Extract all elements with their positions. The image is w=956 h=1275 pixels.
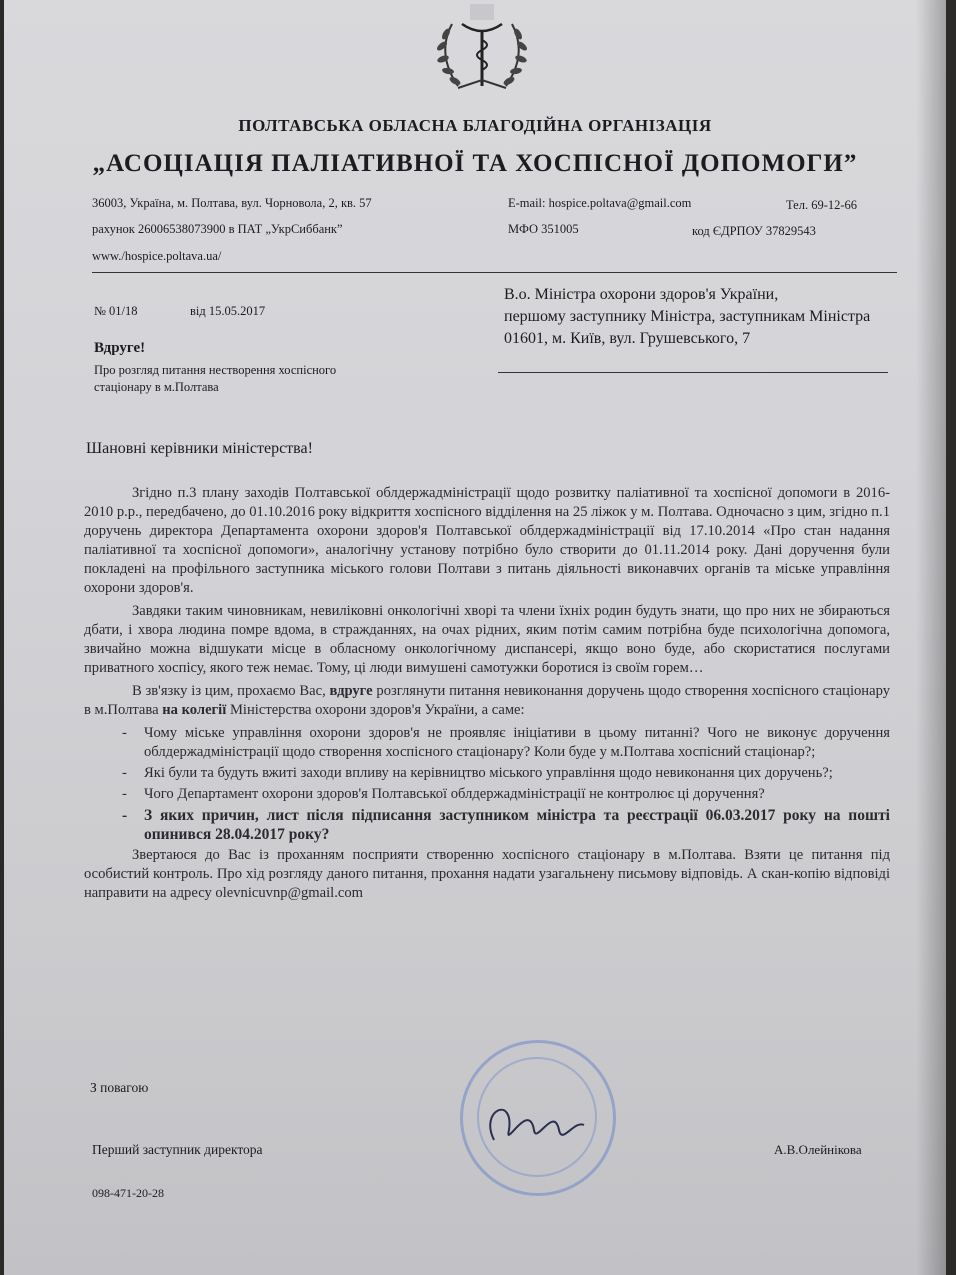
- list-item: - Чому міське управління охорони здоров'я не проявляє ініціативи в цьому питанні? Чого не виконує доручення облдержадміністрації щодо створення хоспісного стаціонару? Коли буде у м.Полтава хоспісний стаціонар?;: [122, 725, 890, 760]
- org-website: www./hospice.poltava.ua/: [92, 249, 222, 263]
- org-name-line: ПОЛТАВСЬКА ОБЛАСНА БЛАГОДІЙНА ОРГАНІЗАЦІЯ: [238, 116, 712, 135]
- signatory-name: А.В.Олейнікова: [774, 1142, 862, 1157]
- signature: [474, 1090, 594, 1160]
- recipient-line-3: 01601, м. Київ, вул. Грушевського, 7: [504, 330, 751, 347]
- letter-body: [84, 484, 890, 907]
- bank-mfo: МФО 351005: [508, 222, 579, 236]
- letter-subject: Про розгляд питання нестворення хоспісного стаціонару в м.Полтава: [94, 363, 337, 394]
- paragraph-1: Згідно п.3 плану заходів Полтавської облдержадміністрації щодо розвитку паліативної та хоспісної допомоги в 2016-2010 р.р., передбачено, до 01.10.2016 року відкриття хоспісного відділення на 25 ліжок у м. Полтава. Одночасно з цим, згідно п.1 доручень директора Департамента охорони здоров'я Полтавської облдержадміністрації від 17.10.2014 «Про стан надання паліативної та хоспісної допомоги», аналогічну установу потрібно було створити до 01.11.2014 року. Дані доручення були покладені на профільного заступника міського голови Полтави з питань діяльності виконавчих органів та міське управління охорони здоров'я.: [84, 485, 890, 596]
- org-email: E-mail: hospice.poltava@gmail.com: [508, 196, 692, 210]
- recipient-line-1: В.о. Міністра охорони здоров'я України,: [504, 286, 779, 303]
- emblem-logo: [422, 4, 542, 104]
- salutation: Шановні керівники міністерства!: [86, 440, 313, 457]
- org-title: „АСОЦІАЦІЯ ПАЛІАТИВНОЇ ТА ХОСПІСНОЇ ДОПОМОГИ”: [92, 150, 858, 177]
- questions-list: [84, 724, 890, 844]
- list-item: - З яких причин, лист після підписання заступником міністра та реєстрації 06.03.2017 року на пошті опинився 28.04.2017 року?: [122, 807, 890, 843]
- list-item: - Чого Департамент охорони здоров'я Полтавської облдержадміністрації не контролює ці доручення?: [122, 786, 765, 802]
- closing-regards: З повагою: [90, 1080, 149, 1095]
- recipient-line-2: першому заступнику Міністра, заступникам Міністра: [504, 308, 871, 325]
- edrpou-code: код ЄДРПОУ 37829543: [692, 224, 816, 238]
- recipient-underline: [498, 372, 888, 373]
- recipient-block: [504, 284, 894, 350]
- org-address: 36003, Україна, м. Полтава, вул. Чорновола, 2, кв. 57: [92, 196, 372, 210]
- letter-sheet: [4, 0, 946, 1275]
- paragraph-2: Завдяки таким чиновникам, невиліковні онкологічні хворі та члени їхніх родин будуть знати, що про них не збираються дбати, і хвора людина помре вдома, в стражданнях, на очах рідних, яким потім самим потрібна буде психологічна допомога, звичайно можна відшукати місце в обласному онкологічному диспансері, якщо воно буде, або скористатися послугами приватного хоспісу, якого теж немає. Тому, ці люди вимушені самотужки боротися із своїм горем…: [84, 603, 890, 676]
- paragraph-3: В зв'язку із цим, прохаємо Вас, вдруге розглянути питання невиконання доручень щодо створення хоспісного стаціонару в м.Полтава на колегії Міністерства охорони здоров'я України, а саме:: [84, 683, 890, 718]
- header-divider: [92, 272, 897, 273]
- bank-account: рахунок 26006538073900 в ПАТ „УкрСиббанк”: [92, 222, 343, 236]
- contact-phone: 098-471-20-28: [92, 1186, 164, 1200]
- signatory-position: Перший заступник директора: [92, 1142, 263, 1157]
- again-label: Вдруге!: [94, 340, 146, 356]
- page-shadow: [916, 0, 946, 1275]
- paragraph-4: Звертаюся до Вас із проханням посприяти створенню хоспісного стаціонару в м.Полтава. Взяти це питання під особистий контроль. Про хід розгляду даного питання, прохання надати узагальнену письмову відповідь. А скан-копію відповіді направити на адресу olevnicuvnp@gmail.com: [84, 847, 890, 901]
- letter-number: № 01/18: [94, 304, 138, 318]
- list-item: - Які були та будуть вжиті заходи впливу на керівництво міського управління щодо невиконання цих доручень?;: [122, 765, 833, 781]
- org-phone: Тел. 69-12-66: [786, 198, 858, 212]
- letter-date: від 15.05.2017: [190, 304, 266, 318]
